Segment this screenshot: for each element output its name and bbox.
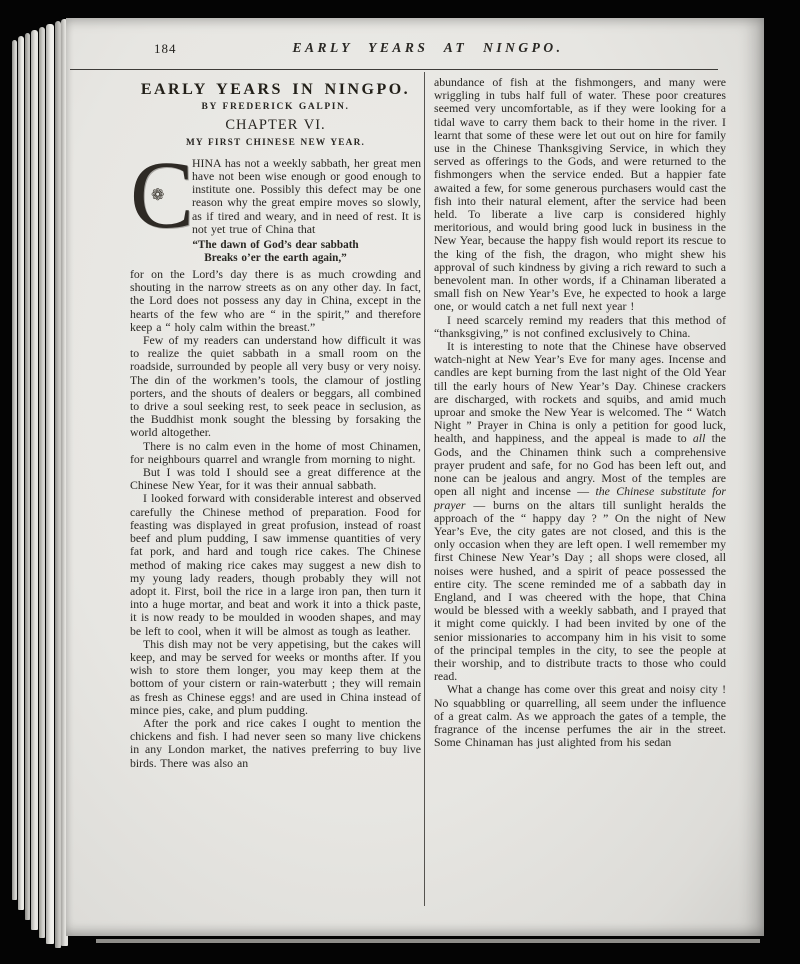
text-run: abundance of fish at the fishmongers, and many were wriggling in tubs half full of water. These poor creatures seemed very uncomfortable, as if they were looking for a tidal wave to carry them back to their home in the river. I learnt that some of these were let out out on hire for family use in the Chinese Thanksgiving Service, in which they served as offerings to the Gods, and were returned to the fishmongers when the service ended. But a happier fate awaited a few, for some generous purchasers would cast the fish into their natural element, after the service had been held. To liberate a live carp is considered highly meritorious, and would bring good luck in business in the New Year, because the happy fish would report its rescue to the king of the fish, the dragon, who might shew his approval of such kindness by giving a rich reward to such a benevolent man. In other words, if a Chinaman liberated a small fish on New Year’s Eve, he expected to hook a large one, or would catch a net full next year ! [434, 75, 726, 314]
left-column-body [130, 268, 421, 770]
text-run: There is no calm even in the home of most Chinamen, for neighbours quarrel and wrangle from morning to night. [130, 438, 421, 466]
right-column-body [434, 76, 726, 749]
italic-text: all [692, 431, 706, 446]
paragraph [130, 717, 421, 770]
text-run: Few of my readers can understand how difficult it was to realize the quiet sabbath in a small room on the roadside, surrounded by people all very busy or very noisy. The din of the workmen’s tools, the clamour of jostling porters, and the shouts of dealers or beggars, all combined to drive a soul seeking rest, to seek peace in seclusion, as the Buddhist monk sought the blessing by forsaking the world altogether. [130, 333, 421, 440]
page-edge-sheet [39, 27, 45, 938]
column-divider [424, 72, 425, 906]
verse-line: Breaks o’er the earth again,” [204, 252, 347, 265]
verse-line: “The dawn of God’s dear sabbath [192, 239, 359, 252]
text-run: for on the Lord’s day there is as much crowding and shouting in the narrow streets as on any other day. In fact, the Lord does not possess any day in China, except in the hearts of the few who are “ in the spirit,” and therefore keep a “ holy calm within the breast.” [130, 267, 421, 334]
page-edge-sheet [18, 36, 24, 910]
running-title: EARLY YEARS AT NINGPO. [292, 40, 564, 55]
text-run: — burns on the altars till sunlight heralds the approach of the “ happy day ? ” On the night of New Year’s Eve, the city gates are not closed, and this is the only occasion when they are left open. I well remember my first Chinese New Year’s Day ; all shops were closed, all noises were hushed, and a spirit of peace possessed the entire city. The scene reminded me of a sabbath day in England, and I was cheered with the hope, that China would be blessed with a weekly sabbath, and I prayed that it might come quickly. I had been invited by one of the senior missionaries to accompany him in his visit to some of the principal temples in the city, to see the people at their worship, and to distribute tracts to those who could read. [434, 497, 726, 684]
italic-text: the Chinese substitute for prayer [434, 484, 726, 512]
text-run: But I was told I should see a great difference at the Chinese New Year, for it was their annual sabbath. [130, 465, 421, 493]
text-run: I looked forward with considerable interest and observed carefully the Chinese method of preparation. Food for feasting was displayed in great profusion, instead of roast beef and plum pudding, I saw immense quantities of very fat pork, and hard and tough rice cakes. The Chinese method of making rice cakes may suggest a new dish to my young lady readers, though probably they will not adopt it. First, boil the rice in a large iron pan, then turn it into a huge mortar, and beat and work it into a thick paste, it is now ready to be moulded in wooden shapes, and may be left to cool, when it will be almost as tough as leather. [130, 491, 421, 638]
right-column [434, 76, 726, 749]
paragraph [130, 440, 421, 466]
paragraph [130, 638, 421, 717]
book-page [66, 18, 764, 936]
text-run: What a change has come over this great and noisy city ! No squabbling or quarrelling, all seem under the influence of a great calm. As we approach the gates of a temple, the fragrance of the incense perfumes the air in the street. Some Chinaman has just alighted from his sedan [434, 682, 726, 750]
paragraph [434, 340, 726, 683]
text-run: After the pork and rice cakes I ought to mention the chickens and fish. I had never seen so many live chickens in any London market, the natives preferring to buy live birds. There was also an [130, 715, 421, 770]
text-run: This dish may not be very appetising, but the cakes will keep, and may be served for weeks or months after. If you wish to store them longer, you may keep them at the bottom of your cistern or rain-waterbutt ; they will remain as fresh as Chinese eggs! and are used in China instead of mince pies, cake, and plum pudding. [130, 636, 421, 717]
drop-cap: C ❁ [130, 158, 185, 238]
page-edge-sheet [12, 40, 17, 900]
page-edge-sheet [25, 33, 30, 920]
paragraph [434, 314, 726, 340]
text-run: It is interesting to note that the Chinese have observed watch-night at New Year’s Eve for many ages. Incense and candles are kept burning from the last night of the Old Year till the early hours of New Year’s Day. Chinese crackers are discharged, with rockets and squibs, and amid much uproar and smoke the New Year is welcomed. The “ Watch Night ” Prayer in China is only a petition for good luck, health, and happiness, and the appeal is made to [434, 339, 726, 446]
text-run: I need scarcely remind my readers that this method of “thanksgiving,” is not confined exclusively to China. [434, 312, 726, 340]
under-page-edge [96, 939, 760, 943]
page-number: 184 [154, 41, 177, 56]
opening-text: HINA has not a weekly sabbath, her great men have not been wise enough or good enough to institute one. Possibly this defect may be one reason why the great empire moves so slowly, as if tired and weary, and in need of rest. It is not yet true of China that [192, 155, 421, 236]
chapter-heading: CHAPTER VI. [225, 117, 326, 134]
header-rule [70, 69, 718, 70]
paragraph [130, 466, 421, 492]
article-title: EARLY YEARS IN NINGPO. [140, 81, 411, 98]
text-run: the Gods, and the Chinamen think such a comprehensive prayer prudent and safe, for no God has been left out, and none can be jealous and angry. Most of the temples are open all night and incense — [434, 431, 726, 499]
paragraph [434, 683, 726, 749]
paragraph [130, 492, 421, 637]
left-column [130, 76, 421, 770]
paragraph [434, 76, 726, 314]
page-edge-sheet [31, 30, 38, 930]
byline: BY FREDERICK GALPIN. [201, 102, 350, 113]
section-heading: MY FIRST CHINESE NEW YEAR. [185, 137, 366, 148]
page-edge-sheet [46, 24, 54, 944]
paragraph [130, 334, 421, 440]
paragraph [130, 268, 421, 334]
